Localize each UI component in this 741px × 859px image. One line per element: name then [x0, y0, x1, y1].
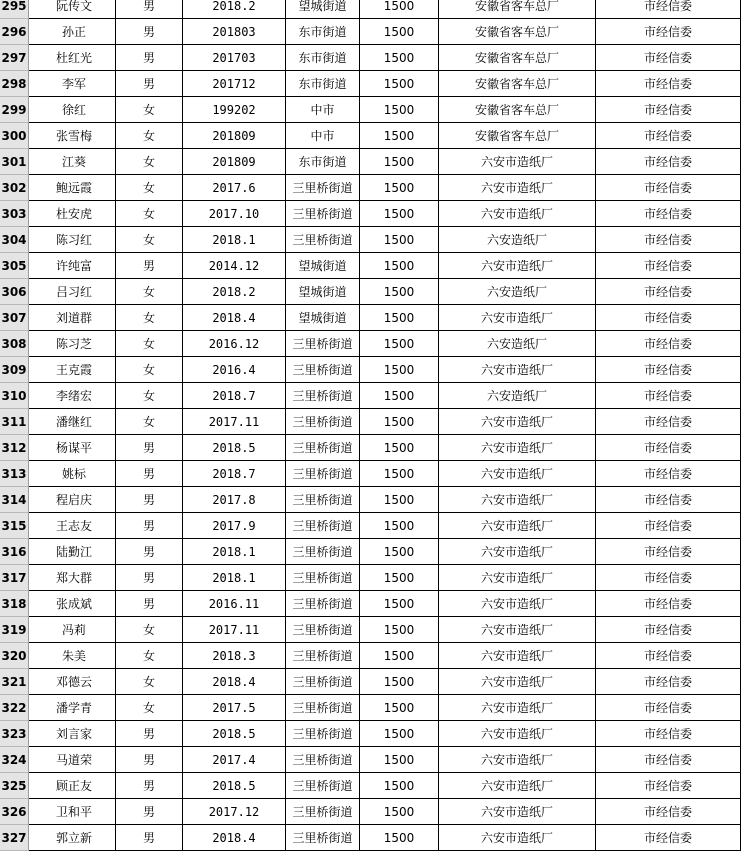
cell-department[interactable]: 市经信委: [596, 539, 741, 565]
cell-amount[interactable]: 1500: [360, 773, 439, 799]
cell-company[interactable]: 六安市造纸厂: [439, 175, 596, 201]
cell-gender[interactable]: 女: [116, 383, 183, 409]
cell-gender[interactable]: 女: [116, 97, 183, 123]
cell-company[interactable]: 六安市造纸厂: [439, 305, 596, 331]
cell-gender[interactable]: 女: [116, 669, 183, 695]
cell-street[interactable]: 三里桥街道: [286, 487, 360, 513]
cell-amount[interactable]: 1500: [360, 149, 439, 175]
table-row: [0, 695, 741, 721]
cell-date[interactable]: 2016.4: [183, 357, 286, 383]
cell-company[interactable]: 安徽省客车总厂: [439, 123, 596, 149]
cell-name[interactable]: 潘学青: [29, 695, 116, 721]
cell-name[interactable]: 马道荣: [29, 747, 116, 773]
cell-name[interactable]: 李绪宏: [29, 383, 116, 409]
row-header[interactable]: 320: [0, 643, 29, 669]
cell-date[interactable]: 2017.6: [183, 175, 286, 201]
cell-company[interactable]: 六安造纸厂: [439, 331, 596, 357]
cell-name[interactable]: 王志友: [29, 513, 116, 539]
cell-street[interactable]: 三里桥街道: [286, 695, 360, 721]
cell-name[interactable]: 许纯富: [29, 253, 116, 279]
table-row: [0, 305, 741, 331]
cell-amount[interactable]: 1500: [360, 721, 439, 747]
row-header[interactable]: 317: [0, 565, 29, 591]
cell-street[interactable]: 东市街道: [286, 45, 360, 71]
cell-date[interactable]: 2018.5: [183, 773, 286, 799]
cell-date[interactable]: 2017.8: [183, 487, 286, 513]
cell-company[interactable]: 六安造纸厂: [439, 227, 596, 253]
row-header[interactable]: 325: [0, 773, 29, 799]
cell-gender[interactable]: 女: [116, 279, 183, 305]
cell-department[interactable]: 市经信委: [596, 825, 741, 851]
table-row: [0, 357, 741, 383]
cell-name[interactable]: 卫和平: [29, 799, 116, 825]
cell-gender[interactable]: 女: [116, 149, 183, 175]
table-row: [0, 773, 741, 799]
table-row: [0, 565, 741, 591]
cell-name[interactable]: 潘继红: [29, 409, 116, 435]
table-row: [0, 409, 741, 435]
cell-gender[interactable]: 男: [116, 461, 183, 487]
cell-company[interactable]: 六安市造纸厂: [439, 773, 596, 799]
cell-street[interactable]: 三里桥街道: [286, 383, 360, 409]
cell-department[interactable]: 市经信委: [596, 487, 741, 513]
table-row: [0, 799, 741, 825]
table-row: [0, 591, 741, 617]
cell-department[interactable]: 市经信委: [596, 565, 741, 591]
cell-gender[interactable]: 男: [116, 825, 183, 851]
cell-gender[interactable]: 男: [116, 565, 183, 591]
cell-date[interactable]: 2018.2: [183, 0, 286, 19]
cell-date[interactable]: 2016.11: [183, 591, 286, 617]
cell-department[interactable]: 市经信委: [596, 227, 741, 253]
cell-amount[interactable]: 1500: [360, 513, 439, 539]
table-row: [0, 435, 741, 461]
cell-date[interactable]: 2014.12: [183, 253, 286, 279]
cell-street[interactable]: 三里桥街道: [286, 435, 360, 461]
table-row: [0, 279, 741, 305]
cell-gender[interactable]: 女: [116, 123, 183, 149]
table-row: [0, 0, 741, 19]
row-header[interactable]: 308: [0, 331, 29, 357]
row-header[interactable]: 301: [0, 149, 29, 175]
row-header[interactable]: 295: [0, 0, 29, 19]
cell-street[interactable]: 三里桥街道: [286, 357, 360, 383]
cell-company[interactable]: 六安市造纸厂: [439, 435, 596, 461]
table-row: [0, 123, 741, 149]
row-header[interactable]: 302: [0, 175, 29, 201]
cell-name[interactable]: 王克霞: [29, 357, 116, 383]
row-header[interactable]: 298: [0, 71, 29, 97]
cell-name[interactable]: 杜安虎: [29, 201, 116, 227]
cell-amount[interactable]: 1500: [360, 539, 439, 565]
table-row: [0, 201, 741, 227]
cell-street[interactable]: 三里桥街道: [286, 773, 360, 799]
cell-date[interactable]: 201809: [183, 149, 286, 175]
cell-amount[interactable]: 1500: [360, 357, 439, 383]
table-row: [0, 643, 741, 669]
cell-company[interactable]: 六安造纸厂: [439, 279, 596, 305]
cell-date[interactable]: 2017.12: [183, 799, 286, 825]
cell-amount[interactable]: 1500: [360, 175, 439, 201]
cell-company[interactable]: 六安市造纸厂: [439, 565, 596, 591]
cell-date[interactable]: 2018.2: [183, 279, 286, 305]
cell-street[interactable]: 三里桥街道: [286, 669, 360, 695]
row-header[interactable]: 299: [0, 97, 29, 123]
cell-company[interactable]: 六安造纸厂: [439, 383, 596, 409]
row-header[interactable]: 305: [0, 253, 29, 279]
cell-amount[interactable]: 1500: [360, 227, 439, 253]
cell-name[interactable]: 江葵: [29, 149, 116, 175]
cell-name[interactable]: 阮传文: [29, 0, 116, 19]
cell-date[interactable]: 2018.1: [183, 565, 286, 591]
table-row: [0, 149, 741, 175]
row-header[interactable]: 322: [0, 695, 29, 721]
cell-department[interactable]: 市经信委: [596, 513, 741, 539]
cell-department[interactable]: 市经信委: [596, 799, 741, 825]
cell-street[interactable]: 望城街道: [286, 279, 360, 305]
table-row: [0, 227, 741, 253]
cell-department[interactable]: 市经信委: [596, 773, 741, 799]
cell-amount[interactable]: 1500: [360, 669, 439, 695]
cell-department[interactable]: 市经信委: [596, 279, 741, 305]
cell-street[interactable]: 三里桥街道: [286, 539, 360, 565]
table-row: [0, 539, 741, 565]
cell-company[interactable]: 六安市造纸厂: [439, 643, 596, 669]
cell-name[interactable]: 陈习红: [29, 227, 116, 253]
cell-date[interactable]: 201809: [183, 123, 286, 149]
row-header[interactable]: 311: [0, 409, 29, 435]
row-header[interactable]: 312: [0, 435, 29, 461]
cell-amount[interactable]: 1500: [360, 331, 439, 357]
table-row: [0, 669, 741, 695]
cell-name[interactable]: 朱美: [29, 643, 116, 669]
cell-gender[interactable]: 男: [116, 539, 183, 565]
cell-amount[interactable]: 1500: [360, 97, 439, 123]
row-header[interactable]: 300: [0, 123, 29, 149]
row-header[interactable]: 314: [0, 487, 29, 513]
table-row: [0, 513, 741, 539]
cell-amount[interactable]: 1500: [360, 617, 439, 643]
cell-amount[interactable]: 1500: [360, 383, 439, 409]
cell-department[interactable]: 市经信委: [596, 123, 741, 149]
table-row: [0, 747, 741, 773]
cell-date[interactable]: 2017.9: [183, 513, 286, 539]
cell-name[interactable]: 邓德云: [29, 669, 116, 695]
cell-department[interactable]: 市经信委: [596, 357, 741, 383]
cell-company[interactable]: 六安市造纸厂: [439, 721, 596, 747]
cell-gender[interactable]: 女: [116, 331, 183, 357]
cell-name[interactable]: 刘道群: [29, 305, 116, 331]
cell-company[interactable]: 安徽省客车总厂: [439, 71, 596, 97]
cell-amount[interactable]: 1500: [360, 799, 439, 825]
row-header[interactable]: 297: [0, 45, 29, 71]
row-header[interactable]: 327: [0, 825, 29, 851]
table-row: [0, 175, 741, 201]
cell-department[interactable]: 市经信委: [596, 435, 741, 461]
cell-name[interactable]: 李军: [29, 71, 116, 97]
cell-company[interactable]: 六安市造纸厂: [439, 747, 596, 773]
cell-gender[interactable]: 女: [116, 201, 183, 227]
cell-date[interactable]: 2017.4: [183, 747, 286, 773]
cell-company[interactable]: 安徽省客车总厂: [439, 97, 596, 123]
row-header[interactable]: 313: [0, 461, 29, 487]
cell-company[interactable]: 六安市造纸厂: [439, 799, 596, 825]
cell-street[interactable]: 三里桥街道: [286, 513, 360, 539]
cell-street[interactable]: 三里桥街道: [286, 227, 360, 253]
cell-amount[interactable]: 1500: [360, 461, 439, 487]
row-header[interactable]: 304: [0, 227, 29, 253]
cell-name[interactable]: 杜红光: [29, 45, 116, 71]
cell-date[interactable]: 2018.5: [183, 721, 286, 747]
cell-street[interactable]: 望城街道: [286, 305, 360, 331]
cell-amount[interactable]: 1500: [360, 45, 439, 71]
cell-company[interactable]: 安徽省客车总厂: [439, 45, 596, 71]
cell-amount[interactable]: 1500: [360, 409, 439, 435]
cell-amount[interactable]: 1500: [360, 747, 439, 773]
cell-street[interactable]: 三里桥街道: [286, 617, 360, 643]
cell-amount[interactable]: 1500: [360, 487, 439, 513]
cell-name[interactable]: 顾正友: [29, 773, 116, 799]
cell-street[interactable]: 三里桥街道: [286, 201, 360, 227]
cell-department[interactable]: 市经信委: [596, 175, 741, 201]
cell-street[interactable]: 望城街道: [286, 253, 360, 279]
table-row: [0, 253, 741, 279]
cell-name[interactable]: 刘言家: [29, 721, 116, 747]
cell-gender[interactable]: 女: [116, 643, 183, 669]
table-row: [0, 721, 741, 747]
row-header[interactable]: 309: [0, 357, 29, 383]
row-header[interactable]: 323: [0, 721, 29, 747]
cell-name[interactable]: 陈习芝: [29, 331, 116, 357]
cell-street[interactable]: 三里桥街道: [286, 331, 360, 357]
row-header[interactable]: 318: [0, 591, 29, 617]
cell-date[interactable]: 2018.7: [183, 383, 286, 409]
cell-company[interactable]: 六安市造纸厂: [439, 825, 596, 851]
cell-company[interactable]: 安徽省客车总厂: [439, 0, 596, 19]
cell-gender[interactable]: 男: [116, 435, 183, 461]
cell-gender[interactable]: 女: [116, 305, 183, 331]
cell-gender[interactable]: 男: [116, 45, 183, 71]
cell-amount[interactable]: 1500: [360, 591, 439, 617]
cell-date[interactable]: 2018.5: [183, 435, 286, 461]
cell-date[interactable]: 201712: [183, 71, 286, 97]
cell-company[interactable]: 六安市造纸厂: [439, 409, 596, 435]
cell-gender[interactable]: 男: [116, 253, 183, 279]
cell-gender[interactable]: 男: [116, 721, 183, 747]
cell-department[interactable]: 市经信委: [596, 461, 741, 487]
row-header[interactable]: 296: [0, 19, 29, 45]
cell-department[interactable]: 市经信委: [596, 383, 741, 409]
cell-name[interactable]: 郭立新: [29, 825, 116, 851]
cell-department[interactable]: 市经信委: [596, 19, 741, 45]
cell-date[interactable]: 201803: [183, 19, 286, 45]
row-header[interactable]: 319: [0, 617, 29, 643]
cell-street[interactable]: 三里桥街道: [286, 461, 360, 487]
table-row: [0, 825, 741, 851]
cell-company[interactable]: 六安市造纸厂: [439, 539, 596, 565]
cell-name[interactable]: 张成斌: [29, 591, 116, 617]
cell-date[interactable]: 2018.7: [183, 461, 286, 487]
cell-company[interactable]: 六安市造纸厂: [439, 513, 596, 539]
cell-company[interactable]: 六安市造纸厂: [439, 695, 596, 721]
cell-amount[interactable]: 1500: [360, 201, 439, 227]
cell-department[interactable]: 市经信委: [596, 331, 741, 357]
cell-name[interactable]: 孙正: [29, 19, 116, 45]
row-header[interactable]: 326: [0, 799, 29, 825]
cell-gender[interactable]: 男: [116, 591, 183, 617]
cell-department[interactable]: 市经信委: [596, 253, 741, 279]
cell-gender[interactable]: 女: [116, 175, 183, 201]
cell-amount[interactable]: 1500: [360, 123, 439, 149]
row-header[interactable]: 303: [0, 201, 29, 227]
cell-date[interactable]: 2017.11: [183, 617, 286, 643]
cell-gender[interactable]: 男: [116, 0, 183, 19]
cell-company[interactable]: 六安市造纸厂: [439, 253, 596, 279]
cell-name[interactable]: 姚标: [29, 461, 116, 487]
cell-department[interactable]: 市经信委: [596, 617, 741, 643]
cell-name[interactable]: 吕习红: [29, 279, 116, 305]
cell-name[interactable]: 郑大群: [29, 565, 116, 591]
cell-name[interactable]: 程启庆: [29, 487, 116, 513]
table-row: [0, 45, 741, 71]
cell-company[interactable]: 六安市造纸厂: [439, 149, 596, 175]
cell-gender[interactable]: 男: [116, 487, 183, 513]
cell-street[interactable]: 中市: [286, 123, 360, 149]
cell-street[interactable]: 三里桥街道: [286, 721, 360, 747]
cell-name[interactable]: 徐红: [29, 97, 116, 123]
cell-date[interactable]: 2018.4: [183, 305, 286, 331]
table-row: [0, 331, 741, 357]
cell-date[interactable]: 2018.4: [183, 825, 286, 851]
row-header[interactable]: 307: [0, 305, 29, 331]
table-row: [0, 19, 741, 45]
cell-gender[interactable]: 男: [116, 799, 183, 825]
cell-street[interactable]: 中市: [286, 97, 360, 123]
cell-street[interactable]: 三里桥街道: [286, 565, 360, 591]
cell-gender[interactable]: 男: [116, 513, 183, 539]
table-row: [0, 97, 741, 123]
cell-department[interactable]: 市经信委: [596, 0, 741, 19]
cell-amount[interactable]: 1500: [360, 435, 439, 461]
cell-company[interactable]: 六安市造纸厂: [439, 487, 596, 513]
cell-date[interactable]: 2018.1: [183, 227, 286, 253]
cell-date[interactable]: 2016.12: [183, 331, 286, 357]
cell-department[interactable]: 市经信委: [596, 45, 741, 71]
cell-gender[interactable]: 女: [116, 617, 183, 643]
cell-department[interactable]: 市经信委: [596, 669, 741, 695]
cell-department[interactable]: 市经信委: [596, 97, 741, 123]
cell-amount[interactable]: 1500: [360, 565, 439, 591]
cell-department[interactable]: 市经信委: [596, 71, 741, 97]
table-row: [0, 71, 741, 97]
cell-company[interactable]: 六安市造纸厂: [439, 461, 596, 487]
cell-date[interactable]: 201703: [183, 45, 286, 71]
cell-name[interactable]: 杨谋平: [29, 435, 116, 461]
cell-gender[interactable]: 男: [116, 71, 183, 97]
cell-department[interactable]: 市经信委: [596, 591, 741, 617]
cell-amount[interactable]: 1500: [360, 19, 439, 45]
row-header[interactable]: 316: [0, 539, 29, 565]
cell-name[interactable]: 冯莉: [29, 617, 116, 643]
row-header[interactable]: 315: [0, 513, 29, 539]
cell-amount[interactable]: 1500: [360, 0, 439, 19]
cell-company[interactable]: 六安市造纸厂: [439, 669, 596, 695]
cell-street[interactable]: 东市街道: [286, 19, 360, 45]
cell-gender[interactable]: 男: [116, 747, 183, 773]
cell-street[interactable]: 三里桥街道: [286, 591, 360, 617]
cell-amount[interactable]: 1500: [360, 305, 439, 331]
cell-gender[interactable]: 女: [116, 409, 183, 435]
cell-street[interactable]: 东市街道: [286, 149, 360, 175]
cell-street[interactable]: 三里桥街道: [286, 409, 360, 435]
cell-date[interactable]: 2018.4: [183, 669, 286, 695]
cell-name[interactable]: 张雪梅: [29, 123, 116, 149]
cell-department[interactable]: 市经信委: [596, 201, 741, 227]
cell-company[interactable]: 六安市造纸厂: [439, 591, 596, 617]
cell-gender[interactable]: 男: [116, 773, 183, 799]
cell-company[interactable]: 六安市造纸厂: [439, 357, 596, 383]
table-row: [0, 461, 741, 487]
cell-street[interactable]: 三里桥街道: [286, 175, 360, 201]
cell-department[interactable]: 市经信委: [596, 643, 741, 669]
cell-street[interactable]: 三里桥街道: [286, 643, 360, 669]
table-row: [0, 617, 741, 643]
cell-department[interactable]: 市经信委: [596, 721, 741, 747]
cell-street[interactable]: 三里桥街道: [286, 825, 360, 851]
cell-gender[interactable]: 女: [116, 695, 183, 721]
cell-department[interactable]: 市经信委: [596, 747, 741, 773]
cell-street[interactable]: 望城街道: [286, 0, 360, 19]
cell-amount[interactable]: 1500: [360, 253, 439, 279]
cell-gender[interactable]: 女: [116, 357, 183, 383]
cell-department[interactable]: 市经信委: [596, 409, 741, 435]
cell-date[interactable]: 199202: [183, 97, 286, 123]
row-header[interactable]: 324: [0, 747, 29, 773]
cell-company[interactable]: 六安市造纸厂: [439, 617, 596, 643]
cell-amount[interactable]: 1500: [360, 643, 439, 669]
cell-gender[interactable]: 男: [116, 19, 183, 45]
cell-name[interactable]: 鲍远霞: [29, 175, 116, 201]
cell-date[interactable]: 2017.11: [183, 409, 286, 435]
cell-date[interactable]: 2018.3: [183, 643, 286, 669]
cell-street[interactable]: 三里桥街道: [286, 747, 360, 773]
cell-amount[interactable]: 1500: [360, 695, 439, 721]
row-header[interactable]: 306: [0, 279, 29, 305]
cell-department[interactable]: 市经信委: [596, 149, 741, 175]
cell-company[interactable]: 安徽省客车总厂: [439, 19, 596, 45]
cell-amount[interactable]: 1500: [360, 279, 439, 305]
cell-company[interactable]: 六安市造纸厂: [439, 201, 596, 227]
cell-department[interactable]: 市经信委: [596, 305, 741, 331]
cell-date[interactable]: 2017.5: [183, 695, 286, 721]
cell-gender[interactable]: 女: [116, 227, 183, 253]
table-row: [0, 487, 741, 513]
row-header[interactable]: 321: [0, 669, 29, 695]
cell-amount[interactable]: 1500: [360, 825, 439, 851]
cell-date[interactable]: 2018.1: [183, 539, 286, 565]
cell-date[interactable]: 2017.10: [183, 201, 286, 227]
table-row: [0, 383, 741, 409]
row-header[interactable]: 310: [0, 383, 29, 409]
cell-amount[interactable]: 1500: [360, 71, 439, 97]
cell-department[interactable]: 市经信委: [596, 695, 741, 721]
cell-street[interactable]: 三里桥街道: [286, 799, 360, 825]
cell-name[interactable]: 陆勤江: [29, 539, 116, 565]
cell-street[interactable]: 东市街道: [286, 71, 360, 97]
